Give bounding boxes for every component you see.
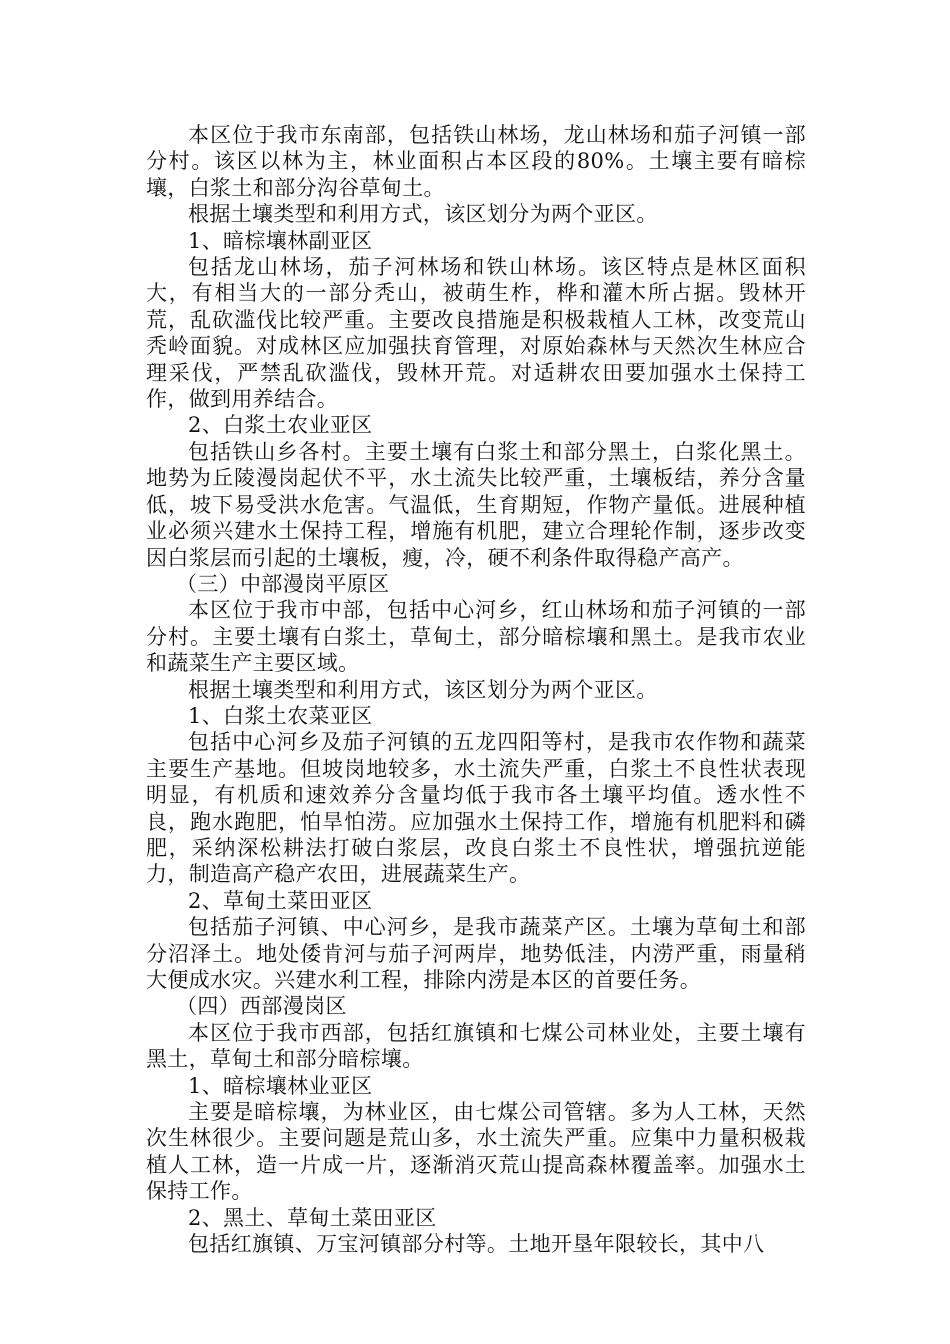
paragraph: 根据土壤类型和利用方式，该区划分为两个亚区。 xyxy=(188,677,658,702)
paragraph: 包括龙山林场，茄子河林场和铁山林场。该区特点是林区面积大，有相当大的一部分秃山，被萌生柞，桦和灌木所占据。毁林开荒，乱砍滥伐比较严重。主要改良措施是积极栽植人工林，改变荒山秃岭面貌。对成林区应加强扶育管理，对原始森林与天然次生林应合理采伐，严禁乱砍滥伐，毁林开荒。对适耕农田要加强水土保持工作，做到用养结合。 xyxy=(146,255,806,412)
section-subheading: 1、白浆土农菜亚区 xyxy=(188,703,373,728)
section-subheading: 1、暗棕壤林副亚区 xyxy=(188,228,373,253)
section-subheading: 2、草甸土菜田亚区 xyxy=(188,888,373,913)
paragraph: 包括铁山乡各村。主要土壤有白浆土和部分黑土，白浆化黑土。地势为丘陵漫岗起伏不平，水土流失比较严重，土壤板结，养分含量低，坡下易受洪水危害。气温低，生育期短，作物产量低。进展种植业必须兴建水土保持工程，增施有机肥，建立合理轮作制，逐步改变因白浆层而引起的土壤板，瘦，冷，硬不利条件取得稳产高产。 xyxy=(146,439,806,570)
section-subheading: 2、黑土、草甸土菜田亚区 xyxy=(188,1205,437,1230)
section-heading: （三）中部漫岗平原区 xyxy=(176,571,390,596)
paragraph: 包括茄子河镇、中心河乡，是我市蔬菜产区。土壤为草甸土和部分沼泽土。地处倭肯河与茄子河两岸，地势低洼，内涝严重，雨量稍大便成水灾。兴建水利工程，排除内涝是本区的首要任务。 xyxy=(146,915,806,992)
section-heading: （四）西部漫岗区 xyxy=(176,994,347,1019)
paragraph: 主要是暗棕壤，为林业区，由七煤公司管辖。多为人工林，天然次生林很少。主要问题是荒山多，水土流失严重。应集中力量积极栽植人工林，造一片成一片，逐渐消灭荒山提高森林覆盖率。加强水土保持工作。 xyxy=(146,1100,806,1204)
document-body xyxy=(146,122,806,1257)
paragraph: 本区位于我市东南部，包括铁山林场，龙山林场和茄子河镇一部分村。该区以林为主，林业面积占本区段的80%。土壤主要有暗棕壤，白浆土和部分沟谷草甸土。 xyxy=(146,123,806,200)
paragraph: 包括红旗镇、万宝河镇部分村等。土地开垦年限较长，其中八 xyxy=(188,1232,765,1257)
paragraph: 根据土壤类型和利用方式，该区划分为两个亚区。 xyxy=(188,202,658,227)
paragraph: 本区位于我市中部，包括中心河乡，红山林场和茄子河镇的一部分村。主要土壤有白浆土，草甸土，部分暗棕壤和黑土。是我市农业和蔬菜生产主要区域。 xyxy=(146,598,806,676)
paragraph: 包括中心河乡及茄子河镇的五龙四阳等村，是我市农作物和蔬菜主要生产基地。但坡岗地较多，水土流失严重，白浆土不良性状表现明显，有机质和速效养分含量均低于我市各土壤平均值。透水性不良，跑水跑肥，怕旱怕涝。应加强水土保持工作，增施有机肥料和磷肥，采纳深松耕法打破白浆层，改良白浆土不良性状，增强抗逆能力，制造高产稳产农田，进展蔬菜生产。 xyxy=(146,730,806,887)
paragraph: 本区位于我市西部，包括红旗镇和七煤公司林业处，主要土壤有黑土，草甸土和部分暗棕壤。 xyxy=(146,1020,806,1072)
section-subheading: 1、暗棕壤林业亚区 xyxy=(188,1073,373,1098)
section-subheading: 2、白浆土农业亚区 xyxy=(188,413,373,438)
